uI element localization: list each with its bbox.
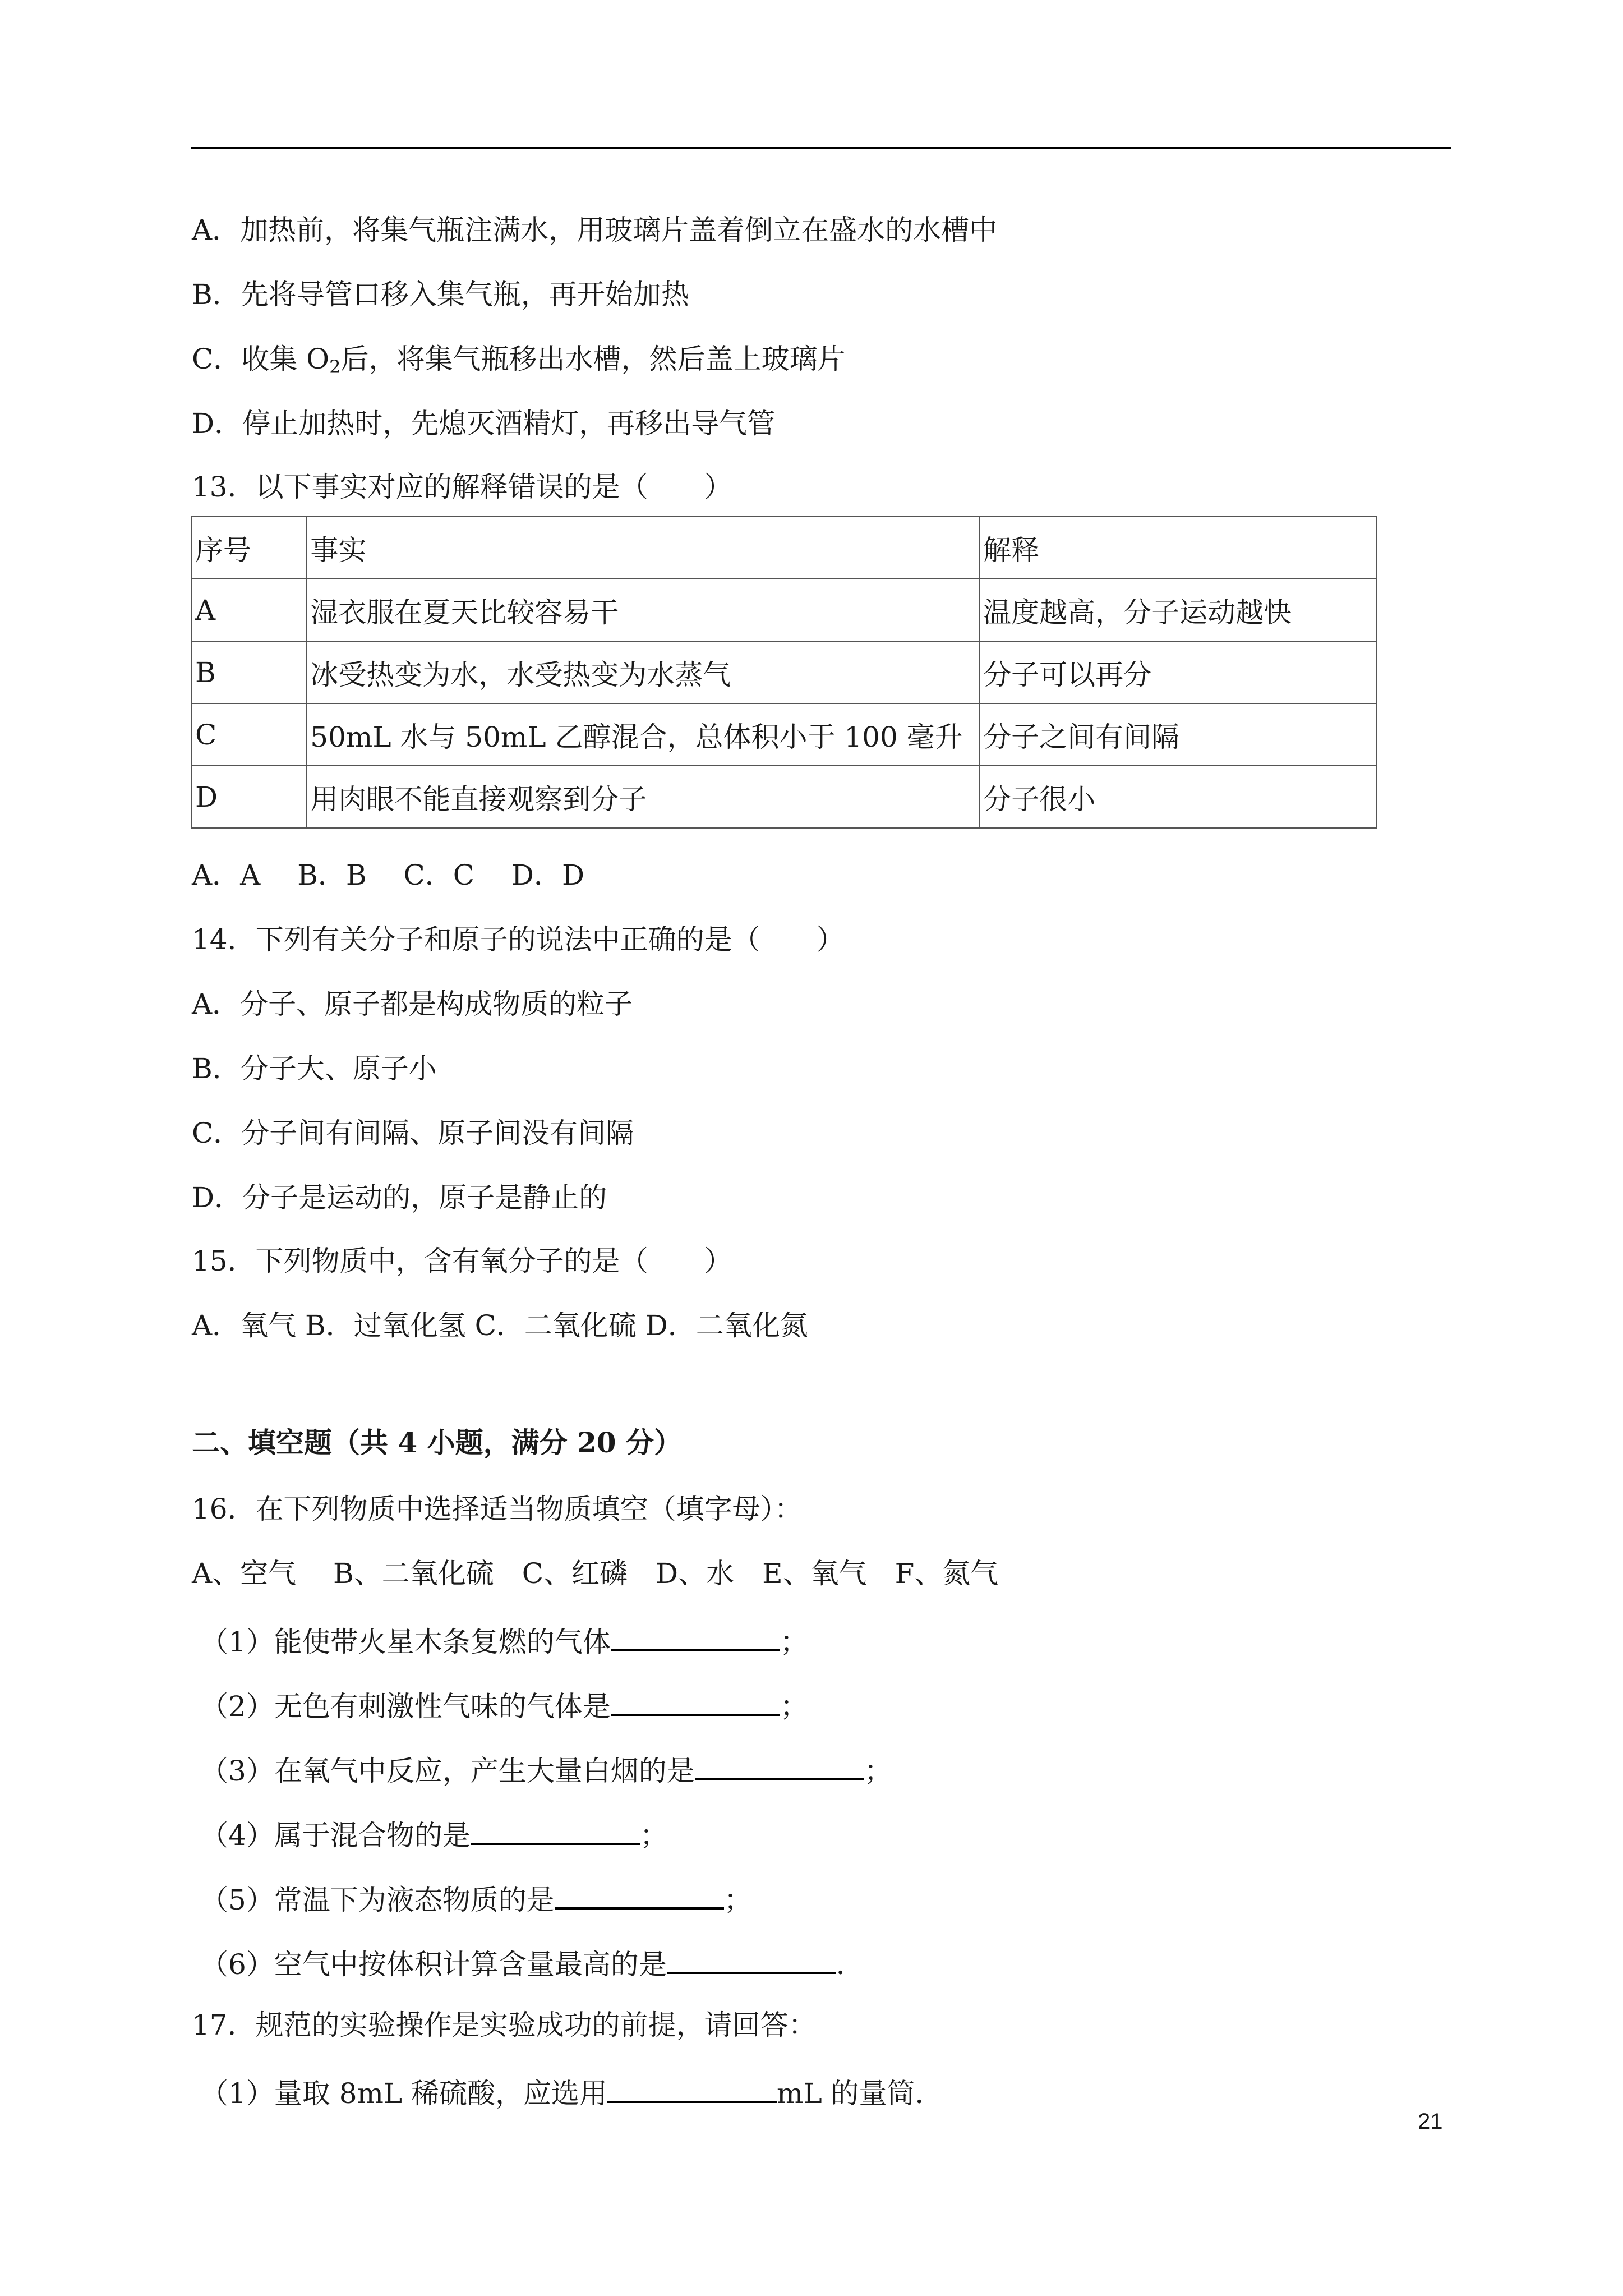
q17-item-text: （1）量取 8mL 稀硫酸，应选用	[200, 2077, 608, 2110]
q16-choices: A、空气 B、二氧化硫 C、红磷 D、水 E、氧气 F、氮气	[192, 1557, 999, 1590]
page-number: 21	[1418, 2109, 1443, 2134]
q16-item-text: （3）在氧气中反应，产生大量白烟的是	[200, 1755, 695, 1787]
header-cell-fact: 事实	[306, 517, 979, 579]
q13-options: A．A B．B C．C D．D	[192, 859, 585, 891]
answer-blank[interactable]	[667, 1944, 836, 1974]
row-fact: 湿衣服在夏天比较容易干	[306, 579, 979, 641]
row-explanation: 分子可以再分	[979, 641, 1377, 703]
header-cell-number: 序号	[191, 517, 306, 579]
answer-blank[interactable]	[611, 1686, 780, 1716]
answer-blank[interactable]	[607, 2073, 777, 2103]
row-label: D	[191, 766, 306, 828]
q17-stem: 17．规范的实验操作是实验成功的前提，请回答：	[192, 2009, 817, 2041]
row-fact: 冰受热变为水，水受热变为水蒸气	[306, 641, 979, 703]
table-row	[191, 579, 1377, 641]
q17-item-1	[200, 2073, 943, 2110]
q16-item-text: （5）常温下为液态物质的是	[200, 1884, 555, 1916]
header-rule	[191, 147, 1451, 149]
q16-item-6	[200, 1944, 864, 1981]
q14-option-b: B．分子大、原子小	[192, 1052, 437, 1085]
q16-stem: 16．在下列物质中选择适当物质填空（填字母）：	[192, 1493, 803, 1525]
q12-option-a: A．加热前，将集气瓶注满水，用玻璃片盖着倒立在盛水的水槽中	[192, 214, 998, 246]
q12-option-d: D．停止加热时，先熄灭酒精灯，再移出导气管	[192, 407, 776, 440]
q14-stem: 14．下列有关分子和原子的说法中正确的是（ ）	[192, 923, 845, 956]
row-label: C	[191, 703, 306, 766]
q16-item-end: ；	[639, 1819, 668, 1852]
answer-blank[interactable]	[555, 1879, 724, 1910]
q12-option-c-subscript: 2	[329, 356, 341, 378]
q16-item-text: （4）属于混合物的是	[200, 1819, 471, 1852]
table-row	[191, 641, 1377, 703]
q16-item-end: ；	[723, 1884, 752, 1916]
q15-options: A．氧气 B．过氧化氢 C．二氧化硫 D．二氧化氮	[192, 1309, 808, 1342]
q16-item-2	[200, 1686, 808, 1723]
q16-item-text: （6）空气中按体积计算含量最高的是	[200, 1948, 667, 1981]
answer-blank[interactable]	[611, 1621, 780, 1651]
row-explanation: 分子很小	[979, 766, 1377, 828]
q14-option-a: A．分子、原子都是构成物质的粒子	[192, 988, 633, 1020]
q16-item-end: ．	[836, 1948, 864, 1981]
answer-blank[interactable]	[695, 1750, 864, 1780]
q16-item-5	[200, 1879, 752, 1917]
q16-item-1	[200, 1621, 808, 1659]
q16-item-4	[200, 1815, 668, 1852]
q12-option-c-post: 后，将集气瓶移出水槽，然后盖上玻璃片	[340, 343, 846, 375]
q14-option-c: C．分子间有间隔、原子间没有间隔	[192, 1117, 634, 1149]
row-fact: 用肉眼不能直接观察到分子	[306, 766, 979, 828]
section-title: 二、填空题（共 4 小题，满分 20 分）	[192, 1426, 682, 1459]
row-fact: 50mL 水与 50mL 乙醇混合，总体积小于 100 毫升	[306, 703, 979, 766]
table-row	[191, 703, 1377, 766]
row-explanation: 温度越高，分子运动越快	[979, 579, 1377, 641]
q16-item-end: ；	[780, 1626, 808, 1658]
q13-table	[191, 516, 1377, 829]
q16-item-text: （1）能使带火星木条复燃的气体	[200, 1626, 611, 1658]
q12-option-c	[192, 342, 846, 384]
q12-option-c-pre: C．收集 O	[192, 343, 330, 375]
q16-item-end: ；	[780, 1690, 808, 1723]
row-explanation: 分子之间有间隔	[979, 703, 1377, 766]
table-row	[191, 766, 1377, 828]
q16-item-end: ；	[864, 1755, 892, 1787]
q15-stem: 15．下列物质中，含有氧分子的是（ ）	[192, 1245, 732, 1277]
q16-item-3	[200, 1750, 892, 1788]
q13-stem: 13．以下事实对应的解释错误的是（ ）	[192, 471, 732, 503]
answer-blank[interactable]	[471, 1815, 640, 1845]
header-cell-explanation: 解释	[979, 517, 1377, 579]
row-label: B	[191, 641, 306, 703]
q14-option-d: D．分子是运动的，原子是静止的	[192, 1181, 607, 1214]
q17-item-end: mL 的量筒．	[777, 2077, 943, 2110]
table-header-row	[191, 517, 1377, 579]
q16-item-text: （2）无色有刺激性气味的气体是	[200, 1690, 611, 1723]
q12-option-b: B．先将导管口移入集气瓶，再开始加热	[192, 278, 689, 311]
row-label: A	[191, 579, 306, 641]
